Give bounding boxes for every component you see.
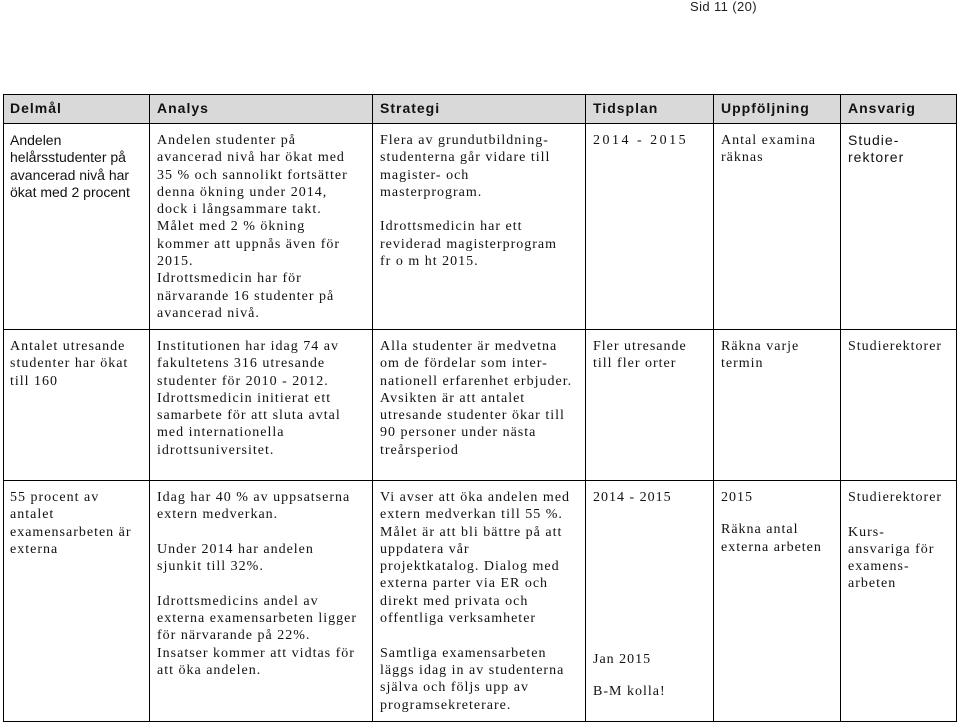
row3-delmal-text: 55 procent av antalet examensarbeten är externa [10,490,132,557]
row3-analys-text: Idag har 40 % av uppsatserna extern medverkan. Under 2014 har andelen sjunkit till 32%. Idrottsmedicins andel av externa examensarbeten ligger för närvarande på 22%. Insatser kommer att vidtas för att öka andelen. [157,490,358,678]
row3-tidsplan-period: 2014 - 2015 [593,490,672,505]
header-label-ansvarig: Ansvarig [848,100,916,116]
row2-delmal-cell [4,330,150,481]
row2-tidsplan-text: Fler utresande till fler orter [593,339,687,372]
row3-strategi-text: Vi avser att öka andelen med extern medverkan till 55 %. Målet är att bli bättre på att uppdatera vår projektkatalog. Dialog med externa parter via ER och direkt med privata och offentliga verksamheter Samtliga examensarbeten läggs idag in av studenterna själva och följs upp av programsekreterare. [380,490,571,713]
row2-strategi-cell [373,330,586,481]
row2-analys-cell [150,330,373,481]
header-label-delmal: Delmål [10,100,62,116]
row1-strategi-cell [373,124,586,330]
row1-delmal-text: Andelen helårsstudenter på avancerad nivå har ökat med 2 procent [10,132,130,200]
header-label-uppfoljning: Uppföljning [721,100,810,116]
row3-strategi-cell [373,481,586,722]
goals-table [3,94,957,722]
row2-ansvarig-cell [841,330,957,481]
row3-uppfoljning-year: 2015 [721,490,753,505]
row1-analys-cell [150,124,373,330]
header-label-tidsplan: Tidsplan [593,100,659,116]
row2-delmal-text: Antalet utresande studenter har ökat till 160 [10,339,129,389]
row1-uppfoljning-text: Antal examina räknas [721,133,817,166]
row1-delmal-cell [4,124,150,330]
row3-analys-cell [150,481,373,722]
header-cell-analys [150,95,373,124]
row1-strategi-text: Flera av grundutbildning- studenterna går vidare till magister- och masterprogram. Idrottsmedicin har ett reviderad magisterprogram fr o m ht 2015. [380,133,557,270]
header-label-analys: Analys [157,100,209,116]
row2-tidsplan-cell [586,330,714,481]
row2-analys-text: Institutionen har idag 74 av fakultetens 316 utresande studenter för 2010 - 2012. Idrottsmedicin initierat ett samarbete för att sluta avtal med internationella idrottsuniversitet. [157,339,341,458]
page-number: Sid 11 (20) [690,0,758,14]
row1-analys-text: Andelen studenter på avancerad nivå har ökat med 35 % och sannolikt fortsätter denna ökning under 2014, dock i långsammare takt. Målet med 2 % ökning kommer att uppnås även för 2015. Idrottsmedicin har för närvarande 16 studenter på avancerad nivå. [157,133,348,321]
row2-ansvarig-text: Studierektorer [848,339,943,354]
row1-tidsplan-text: 2014 - 2015 [593,133,689,148]
row3-tidsplan-cell [586,481,714,722]
row3-ansvarig-cell [841,481,957,722]
row1-uppfoljning-cell [714,124,841,330]
row3-ansvarig-text: Studierektorer Kurs- ansvariga för examens- arbeten [848,490,943,592]
row1-tidsplan-cell [586,124,714,330]
header-cell-strategi [373,95,586,124]
row2-uppfoljning-text: Räkna varje termin [721,339,800,372]
row3-delmal-cell [4,481,150,722]
row3-tidsplan-date-note: Jan 2015 [593,652,652,668]
header-cell-ansvarig [841,95,957,124]
row3-tidsplan-reminder-note: B-M kolla! [593,684,666,700]
header-cell-delmal [4,95,150,124]
header-cell-uppfoljning [714,95,841,124]
row1-ansvarig-text: Studie- rektorer [848,132,905,166]
header-label-strategi: Strategi [380,100,441,116]
row2-strategi-text: Alla studenter är medvetna om de fördelar som inter- nationell erfarenhet erbjuder. Avsikten är att antalet utresande studenter ökar till 90 personer under nästa treårsperiod [380,339,573,458]
row2-uppfoljning-cell [714,330,841,481]
row3-uppfoljning-text: Räkna antal externa arbeten [721,522,822,555]
row3-uppfoljning-cell [714,481,841,722]
row1-ansvarig-cell [841,124,957,330]
header-cell-tidsplan [586,95,714,124]
